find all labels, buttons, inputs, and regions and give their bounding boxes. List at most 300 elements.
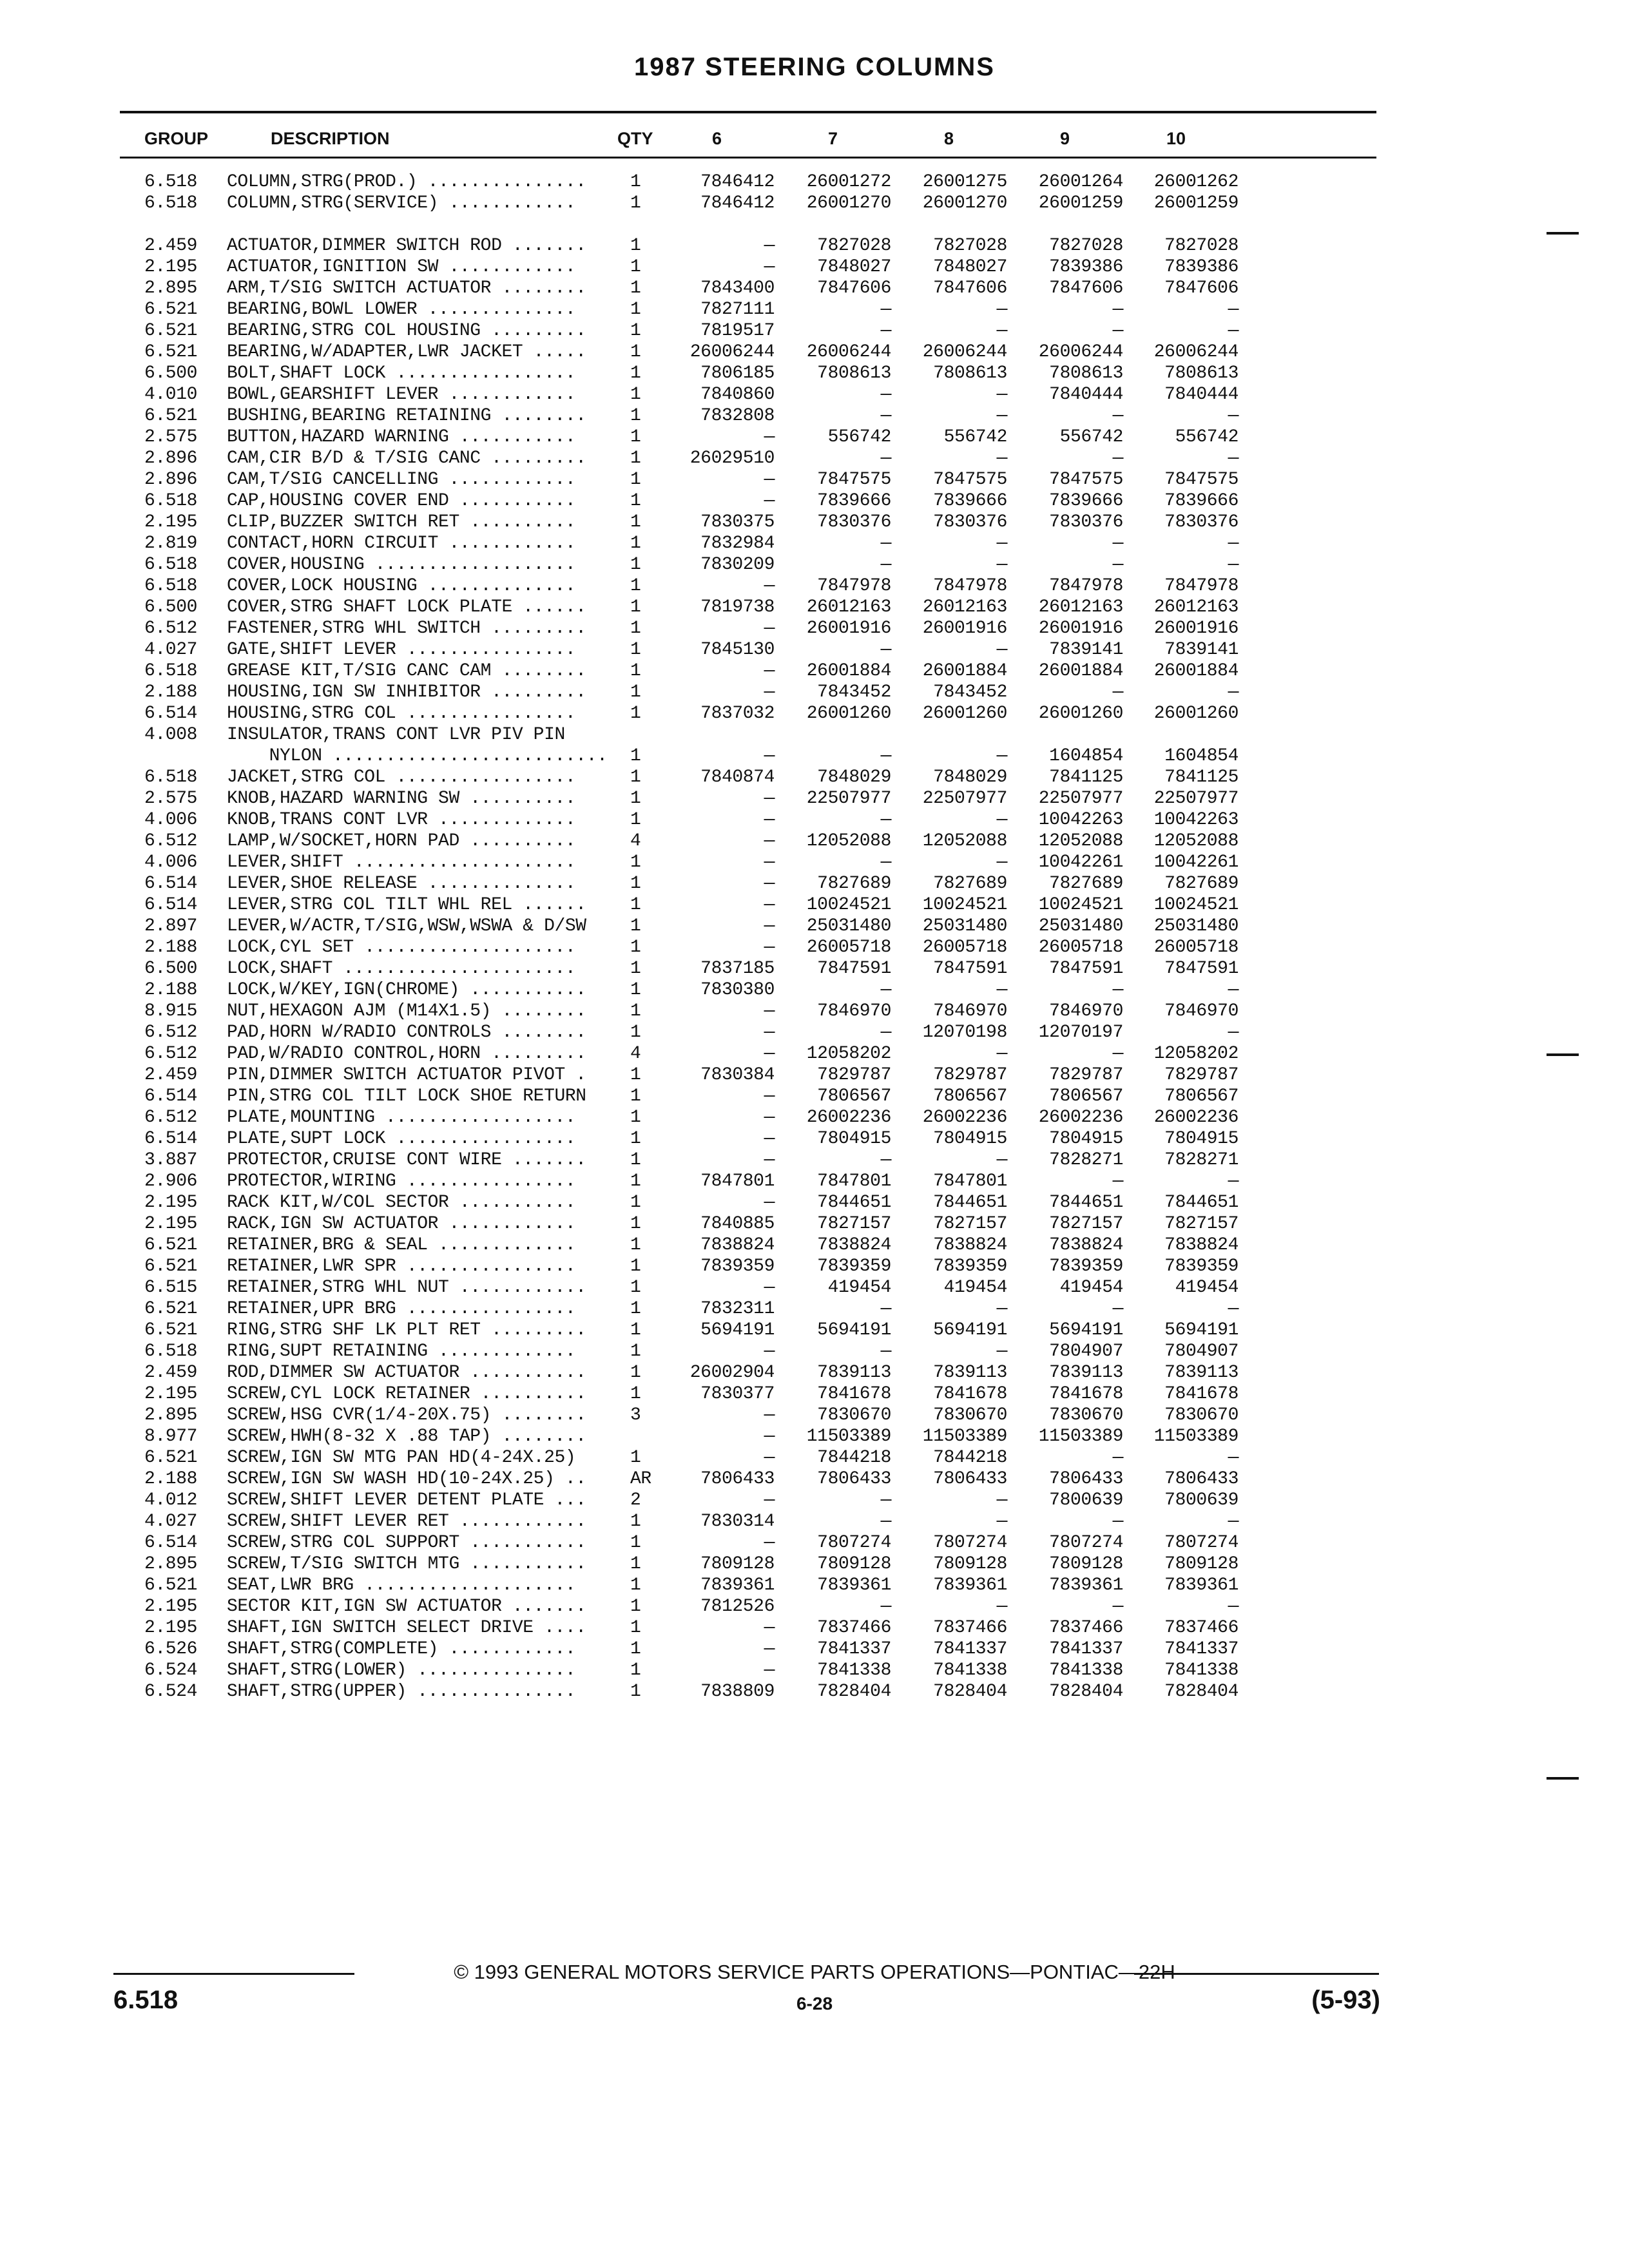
cell-description: CLIP,BUZZER SWITCH RET .......... [227, 512, 576, 532]
table-row [0, 341, 1629, 363]
cell-col-7: 22507977 [806, 789, 891, 809]
cell-col-7: 7827028 [817, 236, 891, 256]
cell-col-8: 7841678 [933, 1384, 1007, 1404]
cell-col-7: 7839113 [817, 1363, 891, 1383]
cell-qty: 1 [630, 980, 641, 1000]
cell-col-9: 7828404 [1049, 1682, 1123, 1702]
cell-group: 2.459 [144, 1363, 198, 1383]
table-row [0, 1426, 1629, 1447]
cell-col-8: 7827157 [933, 1214, 1007, 1234]
cell-group: 6.521 [144, 321, 198, 341]
cell-group: 4.008 [144, 725, 198, 745]
cell-col-6: 7840860 [700, 385, 775, 405]
cell-group: 2.195 [144, 257, 198, 277]
cell-col-8: 7830670 [933, 1405, 1007, 1425]
cell-qty: 1 [630, 1278, 641, 1298]
cell-qty: 1 [630, 597, 641, 617]
cell-col-9: — [1112, 980, 1123, 1000]
cell-qty: 1 [630, 470, 641, 490]
cell-col-6: — [764, 1023, 775, 1043]
cell-description: SCREW,HSG CVR(1/4-20X.75) ........ [227, 1405, 586, 1425]
cell-col-9: 7839113 [1049, 1363, 1123, 1383]
cell-col-6: — [764, 1533, 775, 1553]
cell-col-7: 556742 [827, 427, 891, 447]
table-row [0, 1277, 1629, 1298]
cell-col-8: — [996, 810, 1007, 830]
cell-qty: 1 [630, 661, 641, 681]
cell-group: 6.518 [144, 491, 198, 511]
cell-qty: 1 [630, 937, 641, 957]
cell-group: 6.512 [144, 831, 198, 851]
cell-col-7: 7838824 [817, 1235, 891, 1255]
cell-col-6: — [764, 1341, 775, 1361]
table-row [0, 1447, 1629, 1468]
cell-col-8: 7844218 [933, 1448, 1007, 1468]
cell-col-7: 7809128 [817, 1554, 891, 1574]
cell-col-8: 12052088 [922, 831, 1007, 851]
cell-col-7: 26012163 [806, 597, 891, 617]
cell-col-9: 556742 [1059, 427, 1123, 447]
cell-qty: 1 [630, 916, 641, 936]
cell-group: 2.819 [144, 533, 198, 553]
cell-qty: 1 [630, 512, 641, 532]
cell-group: 6.526 [144, 1639, 198, 1659]
cell-description: LEVER,SHIFT ..................... [227, 852, 576, 872]
table-row [0, 916, 1629, 937]
table-row [0, 448, 1629, 469]
cell-col-7: 7839666 [817, 491, 891, 511]
cell-col-7: 7847801 [817, 1171, 891, 1191]
cell-col-8: 7828404 [933, 1682, 1007, 1702]
cell-col-9: 1604854 [1049, 746, 1123, 766]
cell-col-6: 7809128 [700, 1554, 775, 1574]
cell-col-8: — [996, 385, 1007, 405]
table-row [0, 809, 1629, 831]
cell-qty: 1 [630, 491, 641, 511]
cell-col-7: 7841678 [817, 1384, 891, 1404]
cell-description: PAD,HORN W/RADIO CONTROLS ........ [227, 1023, 586, 1043]
cell-col-8: 7841338 [933, 1660, 1007, 1680]
table-row [0, 533, 1629, 554]
cell-qty: 1 [630, 448, 641, 468]
cell-col-7: 7806567 [817, 1086, 891, 1106]
cell-col-7: 7804915 [817, 1129, 891, 1149]
cell-qty: 1 [630, 1108, 641, 1128]
cell-col-9: 7804915 [1049, 1129, 1123, 1149]
cell-col-7: — [880, 1150, 891, 1170]
cell-col-10: 7846970 [1164, 1001, 1239, 1021]
cell-group: 6.521 [144, 1235, 198, 1255]
table-row [0, 1681, 1629, 1702]
cell-col-6: 7812526 [700, 1597, 775, 1617]
cell-col-7: 10024521 [806, 895, 891, 915]
cell-col-10: 7806567 [1164, 1086, 1239, 1106]
cell-group: 6.518 [144, 172, 198, 192]
cell-group: 2.188 [144, 937, 198, 957]
cell-qty: 1 [630, 1065, 641, 1085]
cell-col-9: 7806567 [1049, 1086, 1123, 1106]
cell-col-7: 26001272 [806, 172, 891, 192]
cell-group: 2.895 [144, 1405, 198, 1425]
cell-group: 2.195 [144, 1597, 198, 1617]
cell-description: CAP,HOUSING COVER END ........... [227, 491, 576, 511]
table-row [0, 320, 1629, 341]
cell-group: 6.512 [144, 1044, 198, 1064]
cell-qty: 1 [630, 1299, 641, 1319]
cell-description: PLATE,SUPT LOCK ................. [227, 1129, 576, 1149]
cell-group: 6.514 [144, 1129, 198, 1149]
cell-col-7: 7844218 [817, 1448, 891, 1468]
cell-col-10: 7847606 [1164, 278, 1239, 298]
cell-description: PROTECTOR,WIRING ................ [227, 1171, 576, 1191]
cell-col-7: 7827689 [817, 874, 891, 894]
header-col-7: 7 [828, 129, 838, 148]
cell-col-9: 26001884 [1038, 661, 1123, 681]
cell-col-10: 1604854 [1164, 746, 1239, 766]
cell-col-6: — [764, 1129, 775, 1149]
footer-copyright: © 1993 GENERAL MOTORS SERVICE PARTS OPERATIONS—PONTIAC—22H [454, 1961, 1175, 1983]
cell-group: 6.521 [144, 300, 198, 320]
cell-col-10: 22507977 [1153, 789, 1239, 809]
cell-col-9: 7838824 [1049, 1235, 1123, 1255]
cell-col-9: 12070197 [1038, 1023, 1123, 1043]
cell-col-8: — [996, 321, 1007, 341]
cell-col-6: — [764, 619, 775, 639]
cell-col-8: — [996, 746, 1007, 766]
cell-col-8: 7846970 [933, 1001, 1007, 1021]
cell-col-7: 7806433 [817, 1469, 891, 1489]
cell-col-8: 7806567 [933, 1086, 1007, 1106]
cell-col-6: 7827111 [700, 300, 775, 320]
cell-col-8: 7838824 [933, 1235, 1007, 1255]
cell-col-9: 7840444 [1049, 385, 1123, 405]
cell-col-7: — [880, 1512, 891, 1532]
cell-col-10: 7809128 [1164, 1554, 1239, 1574]
header-col-6: 6 [712, 129, 722, 148]
footer-page-number: 6-28 [796, 1994, 833, 2013]
cell-qty: 1 [630, 1214, 641, 1234]
cell-description: SCREW,IGN SW WASH HD(10-24X.25) .. [227, 1469, 586, 1489]
cell-qty: 1 [630, 1256, 641, 1276]
cell-description: RETAINER,LWR SPR ................ [227, 1256, 576, 1276]
cell-col-10: — [1228, 1023, 1239, 1043]
table-row [0, 1235, 1629, 1256]
cell-qty: 1 [630, 1533, 641, 1553]
cell-qty: 1 [630, 619, 641, 639]
cell-col-8: 12070198 [922, 1023, 1007, 1043]
cell-col-6: 7838824 [700, 1235, 775, 1255]
cell-col-9: 26006244 [1038, 342, 1123, 362]
cell-col-6: 7843400 [700, 278, 775, 298]
cell-group: 2.195 [144, 1618, 198, 1638]
cell-col-7: — [880, 300, 891, 320]
cell-qty: 1 [630, 767, 641, 787]
cell-col-7: 26001916 [806, 619, 891, 639]
cell-col-10: 26001262 [1153, 172, 1239, 192]
cell-col-8: 5694191 [933, 1320, 1007, 1340]
cell-col-6: — [764, 916, 775, 936]
cell-description: NYLON .......................... [227, 746, 608, 766]
cell-col-9: 26001264 [1038, 172, 1123, 192]
cell-col-7: 7839359 [817, 1256, 891, 1276]
cell-col-10: — [1228, 1597, 1239, 1617]
cell-col-6: 7819738 [700, 597, 775, 617]
cell-col-6: 7830380 [700, 980, 775, 1000]
cell-col-7: — [880, 1341, 891, 1361]
table-row [0, 745, 1629, 767]
cell-col-8: 26012163 [922, 597, 1007, 617]
cell-col-9: 26012163 [1038, 597, 1123, 617]
cell-col-7: 7843452 [817, 682, 891, 702]
cell-description: BEARING,BOWL LOWER .............. [227, 300, 576, 320]
cell-qty: 1 [630, 1023, 641, 1043]
cell-col-8: — [996, 1299, 1007, 1319]
cell-qty: 1 [630, 852, 641, 872]
cell-col-9: 7829787 [1049, 1065, 1123, 1085]
cell-group: 2.188 [144, 1469, 198, 1489]
cell-description: HOUSING,IGN SW INHIBITOR ......... [227, 682, 586, 702]
cell-col-7: — [880, 1597, 891, 1617]
table-row [0, 1213, 1629, 1235]
table-row [0, 1490, 1629, 1511]
cell-col-6: — [764, 895, 775, 915]
cell-description: PLATE,MOUNTING .................. [227, 1108, 576, 1128]
cell-qty: 1 [630, 1341, 641, 1361]
cell-col-10: — [1228, 1448, 1239, 1468]
header-col-9: 9 [1060, 129, 1070, 148]
cell-col-10: 10024521 [1153, 895, 1239, 915]
cell-qty: 1 [630, 1448, 641, 1468]
cell-description: SCREW,T/SIG SWITCH MTG ........... [227, 1554, 586, 1574]
cell-col-8: 7808613 [933, 363, 1007, 383]
cell-col-10: 7829787 [1164, 1065, 1239, 1085]
cell-col-6: 7847801 [700, 1171, 775, 1191]
cell-col-9: — [1112, 682, 1123, 702]
cell-col-8: 7847606 [933, 278, 1007, 298]
cell-col-8: 26002236 [922, 1108, 1007, 1128]
cell-description: RETAINER,BRG & SEAL ............. [227, 1235, 576, 1255]
cell-description: SEAT,LWR BRG .................... [227, 1575, 576, 1595]
cell-col-6: — [764, 789, 775, 809]
cell-col-7: 7841337 [817, 1639, 891, 1659]
cell-col-10: — [1228, 980, 1239, 1000]
cell-description: LAMP,W/SOCKET,HORN PAD .......... [227, 831, 576, 851]
cell-description: SCREW,SHIFT LEVER RET ............ [227, 1512, 586, 1532]
table-row [0, 639, 1629, 660]
cell-group: 6.514 [144, 1086, 198, 1106]
table-row [0, 278, 1629, 299]
cell-col-9: 12052088 [1038, 831, 1123, 851]
cell-group: 6.518 [144, 767, 198, 787]
cell-col-10: 25031480 [1153, 916, 1239, 936]
cell-col-9: — [1112, 1299, 1123, 1319]
header-group: GROUP [144, 129, 209, 148]
cell-col-8: 7847575 [933, 470, 1007, 490]
cell-col-10: 7841338 [1164, 1660, 1239, 1680]
footer-date: (5-93) [1311, 1986, 1380, 2014]
cell-col-8: 556742 [943, 427, 1007, 447]
cell-col-6: — [764, 1660, 775, 1680]
cell-group: 6.518 [144, 576, 198, 596]
table-row [0, 1256, 1629, 1277]
cell-col-9: 7841678 [1049, 1384, 1123, 1404]
cell-col-6: 7806433 [700, 1469, 775, 1489]
cell-col-6: — [764, 1044, 775, 1064]
cell-col-6: 7846412 [700, 172, 775, 192]
cell-description: SCREW,CYL LOCK RETAINER .......... [227, 1384, 586, 1404]
cell-col-6: — [764, 1405, 775, 1425]
cell-group: 4.010 [144, 385, 198, 405]
cell-col-10: — [1228, 406, 1239, 426]
cell-col-7: 7847575 [817, 470, 891, 490]
cell-col-10: — [1228, 533, 1239, 553]
cell-qty: 4 [630, 1044, 641, 1064]
cell-col-7: 7808613 [817, 363, 891, 383]
table-row [0, 490, 1629, 512]
cell-description: ACTUATOR,DIMMER SWITCH ROD ....... [227, 236, 586, 256]
table-row [0, 1405, 1629, 1426]
cell-col-9: — [1112, 406, 1123, 426]
cell-col-9: — [1112, 1512, 1123, 1532]
cell-col-6: — [764, 1639, 775, 1659]
cell-group: 4.006 [144, 810, 198, 830]
cell-col-9: 7846970 [1049, 1001, 1123, 1021]
cell-qty: 1 [630, 193, 641, 213]
cell-col-7: 26001270 [806, 193, 891, 213]
cell-col-8: — [996, 1044, 1007, 1064]
header-top-rule [120, 111, 1376, 113]
cell-col-7: 7847606 [817, 278, 891, 298]
cell-group: 6.521 [144, 406, 198, 426]
cell-description: SHAFT,STRG(COMPLETE) ............ [227, 1639, 576, 1659]
cell-group: 6.514 [144, 1533, 198, 1553]
cell-col-10: — [1228, 448, 1239, 468]
table-row [0, 831, 1629, 852]
cell-qty: 1 [630, 236, 641, 256]
footer-group-number: 6.518 [113, 1986, 178, 2014]
cell-col-9: — [1112, 533, 1123, 553]
header-qty: QTY [617, 129, 653, 148]
header-col-10: 10 [1166, 129, 1186, 148]
cell-group: 2.188 [144, 682, 198, 702]
cell-col-10: 7800639 [1164, 1490, 1239, 1510]
cell-col-10: 7830376 [1164, 512, 1239, 532]
table-row [0, 575, 1629, 597]
cell-col-10: — [1228, 1171, 1239, 1191]
cell-group: 6.512 [144, 619, 198, 639]
cell-col-9: — [1112, 448, 1123, 468]
cell-col-7: — [880, 448, 891, 468]
table-row [0, 767, 1629, 788]
cell-qty: 1 [630, 1363, 641, 1383]
cell-description: COLUMN,STRG(PROD.) ............... [227, 172, 586, 192]
cell-col-6: 7838809 [700, 1682, 775, 1702]
cell-col-9: 7847591 [1049, 959, 1123, 979]
cell-qty: 1 [630, 406, 641, 426]
cell-qty: 1 [630, 257, 641, 277]
cell-group: 2.575 [144, 427, 198, 447]
cell-col-6: 5694191 [700, 1320, 775, 1340]
cell-col-10: 26005718 [1153, 937, 1239, 957]
cell-col-10: 7847591 [1164, 959, 1239, 979]
cell-col-10: 7838824 [1164, 1235, 1239, 1255]
cell-col-6: — [764, 236, 775, 256]
cell-col-10: 7828271 [1164, 1150, 1239, 1170]
table-row [0, 724, 1629, 745]
cell-description: SCREW,SHIFT LEVER DETENT PLATE ... [227, 1490, 586, 1510]
cell-group: 6.521 [144, 1448, 198, 1468]
cell-description: RETAINER,STRG WHL NUT ............ [227, 1278, 586, 1298]
cell-description: BEARING,STRG COL HOUSING ......... [227, 321, 586, 341]
cell-description: COVER,STRG SHAFT LOCK PLATE ...... [227, 597, 586, 617]
table-row [0, 1043, 1629, 1064]
cell-col-6: 7832808 [700, 406, 775, 426]
cell-col-6: 7830375 [700, 512, 775, 532]
header-bottom-rule [120, 157, 1376, 159]
cell-group: 6.524 [144, 1660, 198, 1680]
cell-col-10: 7847575 [1164, 470, 1239, 490]
cell-description: FASTENER,STRG WHL SWITCH ......... [227, 619, 586, 639]
cell-col-6: — [764, 661, 775, 681]
table-row [0, 1171, 1629, 1192]
cell-col-9: 7844651 [1049, 1193, 1123, 1213]
cell-qty: 1 [630, 321, 641, 341]
cell-col-10: — [1228, 555, 1239, 575]
cell-col-9: 7806433 [1049, 1469, 1123, 1489]
cell-col-9: — [1112, 555, 1123, 575]
table-row [0, 703, 1629, 724]
table-row [0, 235, 1629, 256]
cell-col-8: 7839113 [933, 1363, 1007, 1383]
cell-col-10: — [1228, 682, 1239, 702]
cell-group: 6.521 [144, 1320, 198, 1340]
cell-col-10: 7839113 [1164, 1363, 1239, 1383]
cell-col-9: — [1112, 1448, 1123, 1468]
cell-col-7: 7827157 [817, 1214, 891, 1234]
cell-qty: 1 [630, 1320, 641, 1340]
cell-qty: 1 [630, 789, 641, 809]
cell-col-6: — [764, 1108, 775, 1128]
table-row [0, 214, 1629, 235]
cell-col-7: 7848027 [817, 257, 891, 277]
cell-col-7: — [880, 321, 891, 341]
cell-col-10: — [1228, 300, 1239, 320]
cell-col-9: 419454 [1059, 1278, 1123, 1298]
cell-description: PIN,STRG COL TILT LOCK SHOE RETURN [227, 1086, 586, 1106]
cell-description: LEVER,STRG COL TILT WHL REL ...... [227, 895, 586, 915]
table-row [0, 937, 1629, 958]
cell-qty: 1 [630, 533, 641, 553]
cell-col-6: — [764, 746, 775, 766]
table-row [0, 171, 1629, 193]
cell-col-6: 7840874 [700, 767, 775, 787]
cell-description: SCREW,HWH(8-32 X .88 TAP) ........ [227, 1427, 586, 1446]
table-row [0, 1617, 1629, 1639]
cell-group: 2.575 [144, 789, 198, 809]
cell-description: ROD,DIMMER SW ACTUATOR ........... [227, 1363, 586, 1383]
cell-qty: AR [630, 1469, 651, 1489]
cell-col-6: 7845130 [700, 640, 775, 660]
cell-col-7: 12052088 [806, 831, 891, 851]
cell-col-7: — [880, 852, 891, 872]
table-row [0, 1341, 1629, 1362]
cell-col-8: 7839361 [933, 1575, 1007, 1595]
cell-col-8: — [996, 533, 1007, 553]
cell-col-8: 7839359 [933, 1256, 1007, 1276]
cell-qty: 1 [630, 1512, 641, 1532]
cell-col-8: 7839666 [933, 491, 1007, 511]
cell-col-7: 26002236 [806, 1108, 891, 1128]
